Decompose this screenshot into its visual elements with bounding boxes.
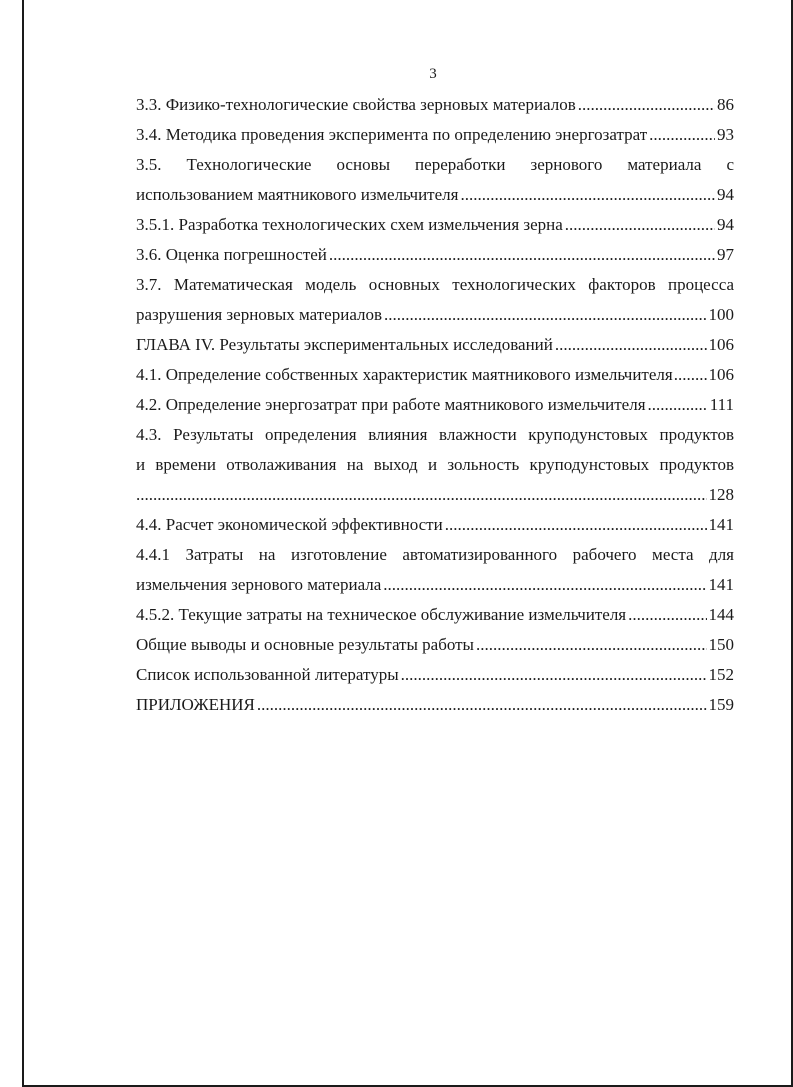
toc-entry: [136, 480, 734, 510]
toc-entry: [136, 330, 734, 360]
toc-entry-page: 94: [717, 215, 734, 234]
toc-entry-page: 106: [708, 365, 734, 384]
dot-leader: [460, 180, 715, 210]
dot-leader: [257, 690, 707, 720]
toc-entry-page: 97: [717, 245, 734, 264]
toc-entry-title: 3.6. Оценка погрешностей: [136, 245, 327, 264]
toc-entry: [136, 390, 734, 420]
toc-entry: [136, 240, 734, 270]
toc-entry-second-line: и времени отволаживания на выход и зольность круподунстовых продуктов: [136, 455, 734, 474]
toc-entry: [136, 690, 734, 720]
dot-leader: [555, 330, 707, 360]
toc-entry-title: 3.3. Физико-технологические свойства зерновых материалов: [136, 95, 576, 114]
toc-entry-title: 4.5.2. Текущие затраты на техническое обслуживание измельчителя: [136, 605, 627, 624]
toc-entry-title: 4.2. Определение энергозатрат при работе маятникового измельчителя: [136, 395, 646, 414]
toc-entry-first-line: 3.5. Технологические основы переработки зернового материала с: [136, 155, 734, 174]
toc-entry: [136, 510, 734, 540]
toc-entry: [136, 300, 734, 330]
toc-entry-title: 3.5.1. Разработка технологических схем измельчения зерна: [136, 215, 563, 234]
dot-leader: [628, 600, 706, 630]
toc-entry-page: 106: [708, 335, 734, 354]
page-border-left: [22, 0, 24, 1087]
toc-entry: [136, 600, 734, 630]
toc-entry-page: 141: [708, 515, 734, 534]
toc-entry-page: 159: [708, 695, 734, 714]
toc-entry: [136, 210, 734, 240]
dot-leader: [476, 630, 707, 660]
toc-entry-first-line: 4.4.1 Затраты на изготовление автоматизированного рабочего места для: [136, 545, 734, 564]
toc-entry: [136, 90, 734, 120]
toc-entry-page: 128: [708, 485, 734, 504]
toc-entry-first-line: 3.7. Математическая модель основных технологических факторов процесса: [136, 275, 734, 294]
toc-entry-page: 94: [717, 185, 734, 204]
toc-entry-page: 100: [708, 305, 734, 324]
toc-entry-title: 4.4. Расчет экономической эффективности: [136, 515, 443, 534]
toc-entry: [136, 570, 734, 600]
toc-entry-page: 152: [708, 665, 734, 684]
dot-leader: [383, 570, 706, 600]
toc-entry-page: 86: [717, 95, 734, 114]
dot-leader: [445, 510, 707, 540]
dot-leader: [565, 210, 715, 240]
dot-leader: [136, 480, 707, 510]
page-number: 3: [429, 66, 437, 82]
toc-entry-title: Список использованной литературы: [136, 665, 399, 684]
toc-entry-title: ГЛАВА IV. Результаты экспериментальных исследований: [136, 335, 553, 354]
toc-entry: [136, 660, 734, 690]
dot-leader: [401, 660, 707, 690]
toc-entry-page: 144: [708, 605, 734, 624]
toc-entry: [136, 630, 734, 660]
toc-entry-page: 141: [708, 575, 734, 594]
dot-leader: [674, 360, 708, 390]
dot-leader: [384, 300, 706, 330]
toc-entry-title: использованием маятникового измельчителя: [136, 185, 459, 204]
toc-entry: [136, 360, 734, 390]
toc-entry-title: измельчения зернового материала: [136, 575, 382, 594]
toc-entry-page: 93: [717, 125, 734, 144]
toc-entry-title: ПРИЛОЖЕНИЯ: [136, 695, 255, 714]
toc-entry-page: 150: [708, 635, 734, 654]
table-of-contents: [136, 90, 734, 720]
toc-entry-page: 111: [709, 395, 734, 414]
dot-leader: [329, 240, 715, 270]
toc-entry: [136, 180, 734, 210]
toc-entry-title: Общие выводы и основные результаты работы: [136, 635, 474, 654]
toc-entry-title: разрушения зерновых материалов: [136, 305, 383, 324]
toc-entry-title: 4.1. Определение собственных характеристик маятникового измельчителя: [136, 365, 673, 384]
dot-leader: [578, 90, 715, 120]
dot-leader: [648, 390, 708, 420]
toc-entry-title: 3.4. Методика проведения эксперимента по определению энергозатрат: [136, 125, 648, 144]
toc-entry-first-line: 4.3. Результаты определения влияния влажности круподунстовых продуктов: [136, 425, 734, 444]
toc-entry: [136, 120, 734, 150]
dot-leader: [649, 120, 715, 150]
